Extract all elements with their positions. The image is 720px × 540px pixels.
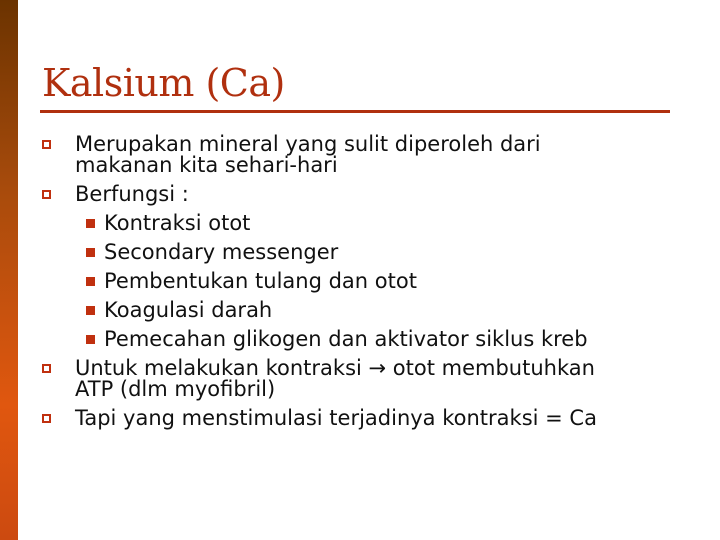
hollow-square-icon xyxy=(42,414,51,423)
bullet-text: Untuk melakukan kontraksi → otot membutuhkan xyxy=(75,356,595,380)
filled-square-icon xyxy=(86,219,95,228)
filled-square-icon xyxy=(86,277,95,286)
sub-bullet-text: Pembentukan tulang dan otot xyxy=(104,269,417,293)
bullet-text: Merupakan mineral yang sulit diperoleh dari xyxy=(75,132,541,156)
hollow-square-icon xyxy=(42,364,51,373)
bullet-text-continued: ATP (dlm myofibril) xyxy=(75,377,276,401)
filled-square-icon xyxy=(86,248,95,257)
bullet-text: Berfungsi : xyxy=(75,182,189,206)
filled-square-icon xyxy=(86,335,95,344)
sub-bullet-text: Kontraksi otot xyxy=(104,211,251,235)
sub-bullet-text: Secondary messenger xyxy=(104,240,339,264)
filled-square-icon xyxy=(86,306,95,315)
bullet-text: Tapi yang menstimulasi terjadinya kontraksi = Ca xyxy=(75,406,597,430)
left-accent-bar xyxy=(0,0,18,540)
hollow-square-icon xyxy=(42,190,51,199)
title-underline xyxy=(40,110,670,113)
sub-bullet-text: Pemecahan glikogen dan aktivator siklus kreb xyxy=(104,327,588,351)
bullet-text-continued: makanan kita sehari-hari xyxy=(75,153,338,177)
hollow-square-icon xyxy=(42,140,51,149)
slide-title: Kalsium (Ca) xyxy=(42,61,285,105)
sub-bullet-text: Koagulasi darah xyxy=(104,298,273,322)
